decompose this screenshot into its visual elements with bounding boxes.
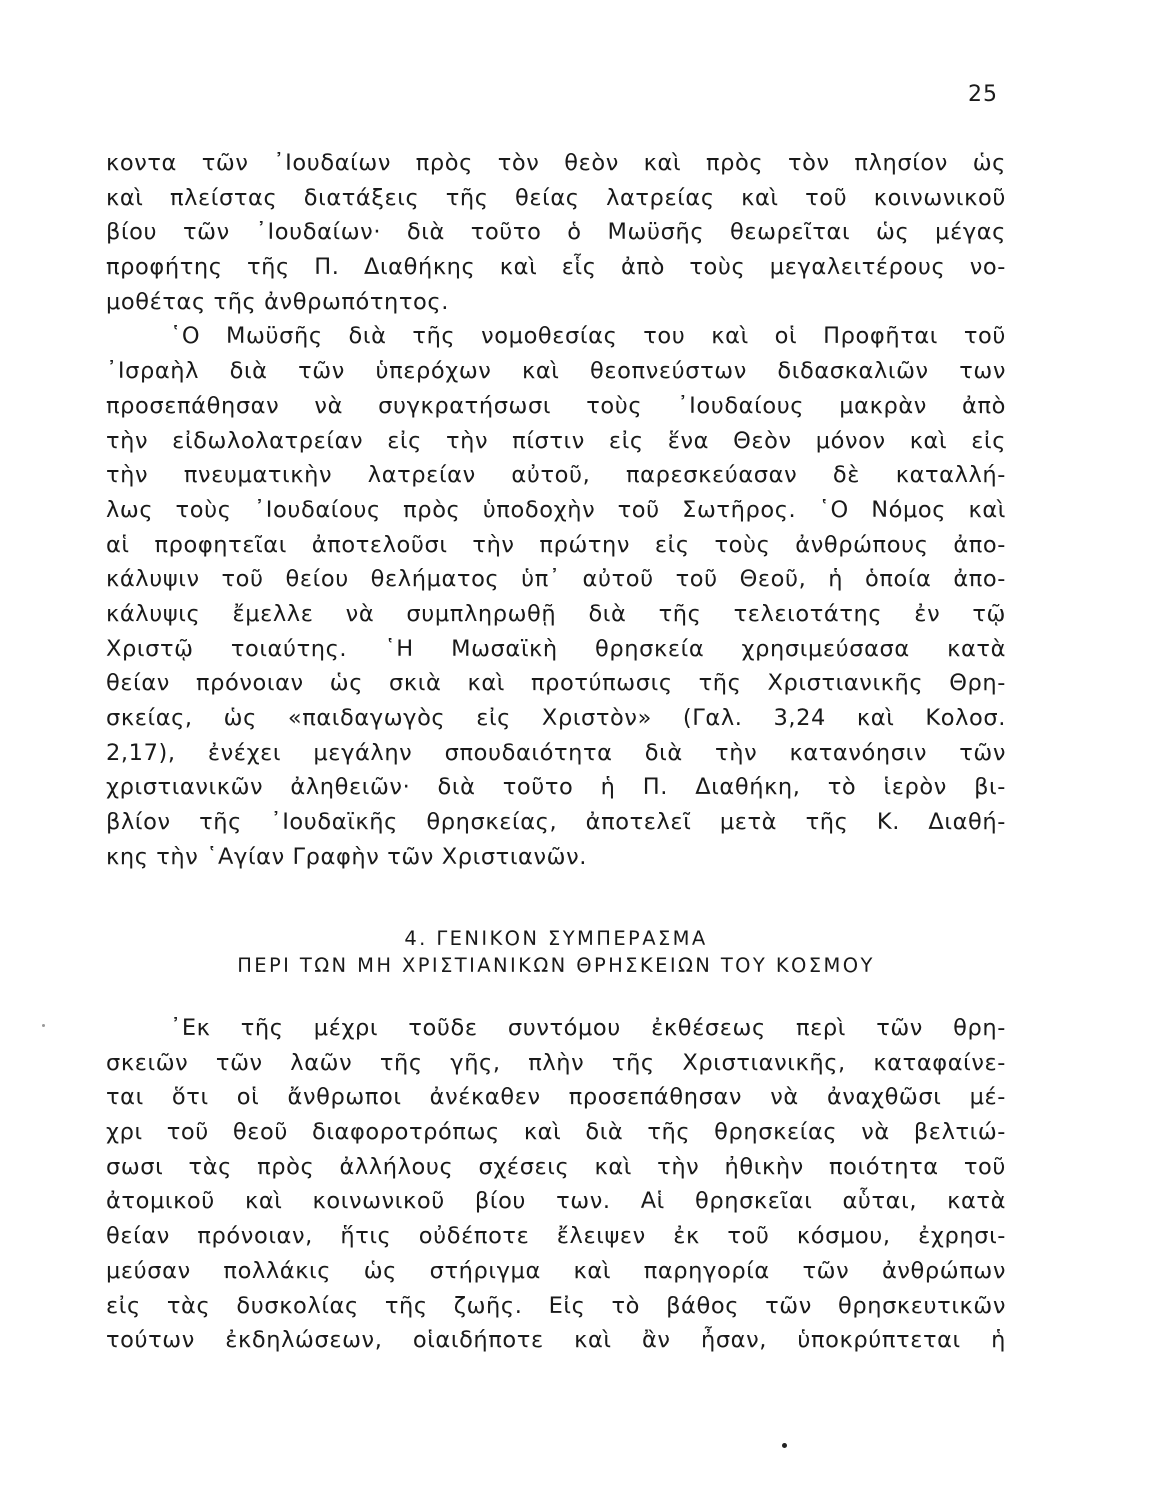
text-line: χριστιανικῶν ἀληθειῶν· διὰ τοῦτο ἡ Π. Διαθήκη, τὸ ἱερὸν βι- (106, 774, 1006, 801)
text-line: προφήτης τῆς Π. Διαθήκης καὶ εἷς ἀπὸ τοὺς μεγαλειτέρους νο- (106, 254, 1006, 281)
text-line: μοθέτας τῆς ἀνθρωπότητος. (106, 288, 449, 315)
text-line: κης τὴν ῾Αγίαν Γραφὴν τῶν Χριστιανῶν. (106, 843, 587, 870)
text-line: ται ὅτι οἱ ἄνθρωποι ἀνέκαθεν προσεπάθησαν νὰ ἀναχθῶσι μέ- (106, 1084, 1006, 1111)
text-line: βλίον τῆς ᾿Ιουδαϊκῆς θρησκείας, ἀποτελεῖ μετὰ τῆς Κ. Διαθή- (106, 809, 1006, 836)
print-speck (782, 1443, 787, 1448)
text-line: 2,17), ἐνέχει μεγάλην σπουδαιότητα διὰ τὴν κατανόησιν τῶν (106, 739, 1006, 766)
text-line: θείαν πρόνοιαν ὡς σκιὰ καὶ προτύπωσις τῆς Χριστιανικῆς Θρη- (106, 670, 1006, 697)
text-line: εἰς τὰς δυσκολίας τῆς ζωῆς. Εἰς τὸ βάθος τῶν θρησκευτικῶν (106, 1292, 1006, 1319)
text-line: σκειῶν τῶν λαῶν τῆς γῆς, πλὴν τῆς Χριστιανικῆς, καταφαίνε- (106, 1049, 1006, 1076)
paragraph-block-mosaic-law (106, 146, 1006, 874)
print-speck (42, 1024, 45, 1027)
text-line: ᾿Ισραὴλ διὰ τῶν ὑπερόχων καὶ θεοπνεύστων διδασκαλιῶν των (106, 358, 1006, 385)
text-line: θείαν πρόνοιαν, ἥτις οὐδέποτε ἔλειψεν ἐκ τοῦ κόσμου, ἐχρησι- (106, 1223, 1006, 1250)
text-line: χρι τοῦ θεοῦ διαφοροτρόπως καὶ διὰ τῆς θρησκείας νὰ βελτιώ- (106, 1119, 1006, 1146)
text-line: κάλυψιν τοῦ θείου θελήματος ὑπ᾿ αὐτοῦ τοῦ Θεοῦ, ἡ ὁποία ἀπο- (106, 566, 1006, 593)
text-line: μεύσαν πολλάκις ὡς στήριγμα καὶ παρηγορία τῶν ἀνθρώπων (106, 1257, 1006, 1284)
paragraph-block-conclusion (106, 1011, 1006, 1358)
text-line: λως τοὺς ᾿Ιουδαίους πρὸς ὑποδοχὴν τοῦ Σωτῆρος. ῾Ο Νόμος καὶ (106, 496, 1006, 523)
text-line: σωσι τὰς πρὸς ἀλλήλους σχέσεις καὶ τὴν ἠθικὴν ποιότητα τοῦ (106, 1153, 1006, 1180)
text-line: αἱ προφητεῖαι ἀποτελοῦσι τὴν πρώτην εἰς τοὺς ἀνθρώπους ἀπο- (106, 531, 1006, 558)
text-line: ᾿Εκ τῆς μέχρι τοῦδε συντόμου ἐκθέσεως περὶ τῶν θρη- (170, 1015, 1006, 1041)
text-line: τὴν πνευματικὴν λατρείαν αὐτοῦ, παρεσκεύασαν δὲ καταλλή- (106, 462, 1006, 489)
page-number: 25 (968, 82, 998, 107)
text-line: σκείας, ὡς «παιδαγωγὸς εἰς Χριστὸν» (Γαλ. 3,24 καὶ Κολοσ. (106, 705, 1006, 731)
section-heading-subtitle: ΠΕΡΙ ΤΩΝ ΜΗ ΧΡΙΣΤΙΑΝΙΚΩΝ ΘΡΗΣΚΕΙΩΝ ΤΟΥ ΚΟΣΜΟΥ (237, 954, 875, 977)
text-line: βίου τῶν ᾿Ιουδαίων· διὰ τοῦτο ὁ Μωϋσῆς θεωρεῖται ὡς μέγας (106, 219, 1006, 246)
text-line: κάλυψις ἔμελλε νὰ συμπληρωθῇ διὰ τῆς τελειοτάτης ἐν τῷ (106, 600, 1006, 627)
text-line: τούτων ἐκδηλώσεων, οἱαιδήποτε καὶ ἂν ἦσαν, ὑποκρύπτεται ἡ (106, 1327, 1006, 1354)
text-line: τὴν εἰδωλολατρείαν εἰς τὴν πίστιν εἰς ἕνα Θεὸν μόνον καὶ εἰς (106, 427, 1006, 454)
text-line: ῾Ο Μωϋσῆς διὰ τῆς νομοθεσίας του καὶ οἱ Προφῆται τοῦ (170, 323, 1006, 350)
section-heading-title: 4. ΓΕΝΙΚΟΝ ΣΥΜΠΕΡΑΣΜΑ (404, 927, 708, 950)
text-line: Χριστῷ τοιαύτης. ῾Η Μωσαϊκὴ θρησκεία χρησιμεύσασα κατὰ (106, 635, 1006, 662)
text-line: καὶ πλείστας διατάξεις τῆς θείας λατρείας καὶ τοῦ κοινωνικοῦ (106, 184, 1006, 211)
text-line: προσεπάθησαν νὰ συγκρατήσωσι τοὺς ᾿Ιουδαίους μακρὰν ἀπὸ (106, 392, 1006, 419)
text-line: κοντα τῶν ᾿Ιουδαίων πρὸς τὸν θεὸν καὶ πρὸς τὸν πλησίον ὡς (106, 150, 1006, 176)
text-line: ἀτομικοῦ καὶ κοινωνικοῦ βίου των. Αἱ θρησκεῖαι αὗται, κατὰ (106, 1188, 1006, 1215)
